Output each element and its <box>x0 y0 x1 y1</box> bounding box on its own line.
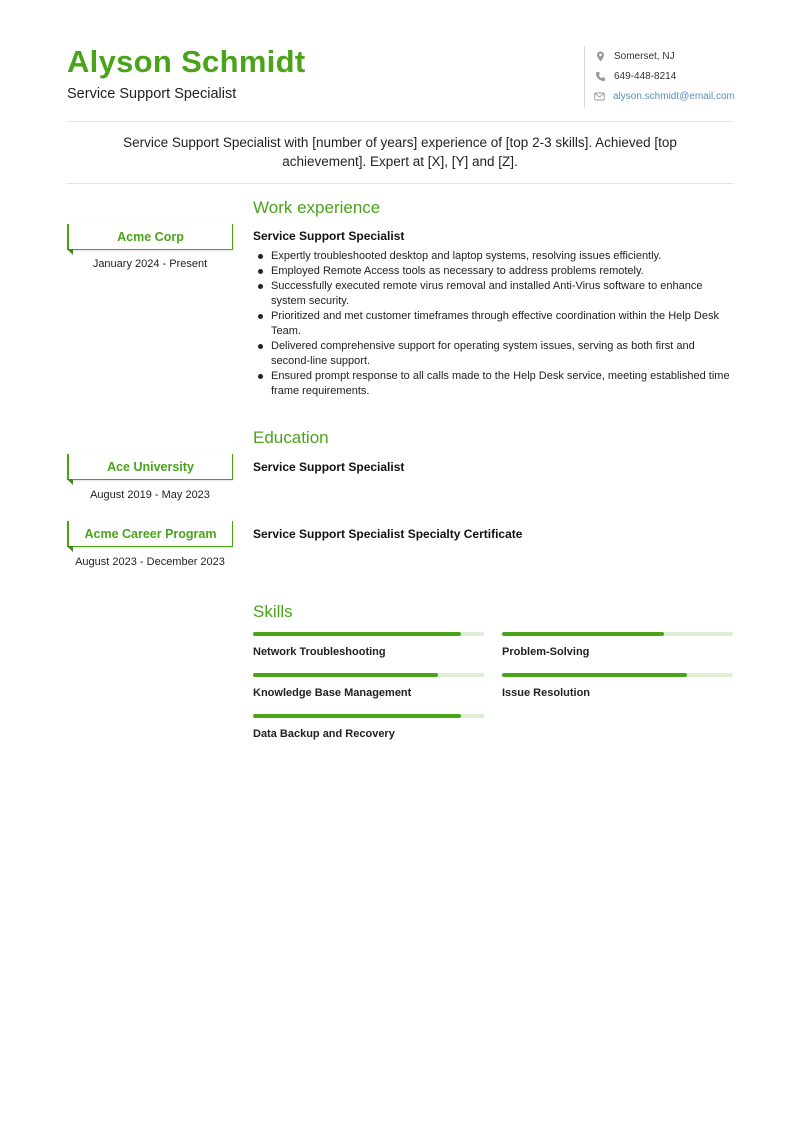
skill-level-fill <box>253 673 438 677</box>
work-experience-heading: Work experience <box>253 198 381 217</box>
skill-level-fill <box>502 673 687 677</box>
skills-heading: Skills <box>253 602 293 621</box>
company-tag: Acme Corp <box>67 224 233 250</box>
envelope-icon <box>594 90 605 102</box>
skill-item <box>253 673 484 699</box>
list-item: Expertly troubleshooted desktop and laptop systems, resolving issues efficiently. <box>253 249 733 264</box>
skill-label: Network Troubleshooting <box>253 646 386 658</box>
summary-text: Service Support Specialist with [number of years] experience of [top 2-3 skills]. Achieved [top achievement]. Expert at [X], [Y] and [Z]. <box>123 135 677 169</box>
contact-email[interactable] <box>594 86 734 106</box>
job-title: Service Support Specialist <box>253 229 405 243</box>
skill-label: Issue Resolution <box>502 687 591 699</box>
school-tag: Acme Career Program <box>67 521 233 547</box>
location-text: Somerset, NJ <box>614 50 675 62</box>
skill-item <box>502 632 733 658</box>
education-dates: August 2019 - May 2023 <box>90 489 210 501</box>
skill-label: Data Backup and Recovery <box>253 728 395 740</box>
skill-label: Problem-Solving <box>502 646 590 658</box>
work-dates: January 2024 - Present <box>92 258 208 270</box>
header-divider <box>67 121 733 122</box>
skill-level-fill <box>253 632 461 636</box>
candidate-title: Service Support Specialist <box>67 86 237 102</box>
list-item: Prioritized and met customer timeframes through effective coordination within the Help Desk Team. <box>253 309 733 339</box>
skill-label: Knowledge Base Management <box>253 687 412 699</box>
list-item: Successfully executed remote virus removal and installed Anti-Virus software to enhance system security. <box>253 279 733 309</box>
education-heading: Education <box>253 428 329 447</box>
skill-bar <box>253 673 484 677</box>
skill-bar <box>502 632 733 636</box>
contact-phone <box>594 66 734 86</box>
education-dates: August 2023 - December 2023 <box>75 556 225 568</box>
phone-icon <box>594 70 606 82</box>
school-tag: Ace University <box>67 454 233 480</box>
skill-level-fill <box>253 714 461 718</box>
resume-header <box>67 40 733 120</box>
skill-bar <box>253 714 484 718</box>
degree-title: Service Support Specialist <box>253 460 405 474</box>
summary-divider <box>67 183 733 184</box>
skill-item <box>253 632 484 658</box>
map-pin-icon <box>594 50 606 62</box>
list-item: Employed Remote Access tools as necessary to address problems remotely. <box>253 264 733 279</box>
skill-item <box>502 673 733 699</box>
list-item: Ensured prompt response to all calls made to the Help Desk service, meeting established time frame requirements. <box>253 369 733 399</box>
skill-bar <box>253 632 484 636</box>
phone-text: 649-448-8214 <box>614 70 677 82</box>
skill-bar <box>502 673 733 677</box>
degree-title: Service Support Specialist Specialty Certificate <box>253 527 523 541</box>
skill-item <box>253 714 484 740</box>
candidate-name: Alyson Schmidt <box>67 44 306 79</box>
work-bullets <box>253 249 733 399</box>
email-link[interactable]: alyson.schmidt@email.com <box>613 90 735 102</box>
contact-location <box>594 46 734 66</box>
list-item: Delivered comprehensive support for operating system issues, serving as both first and second-line support. <box>253 339 733 369</box>
contact-block <box>584 46 734 108</box>
skill-level-fill <box>502 632 664 636</box>
